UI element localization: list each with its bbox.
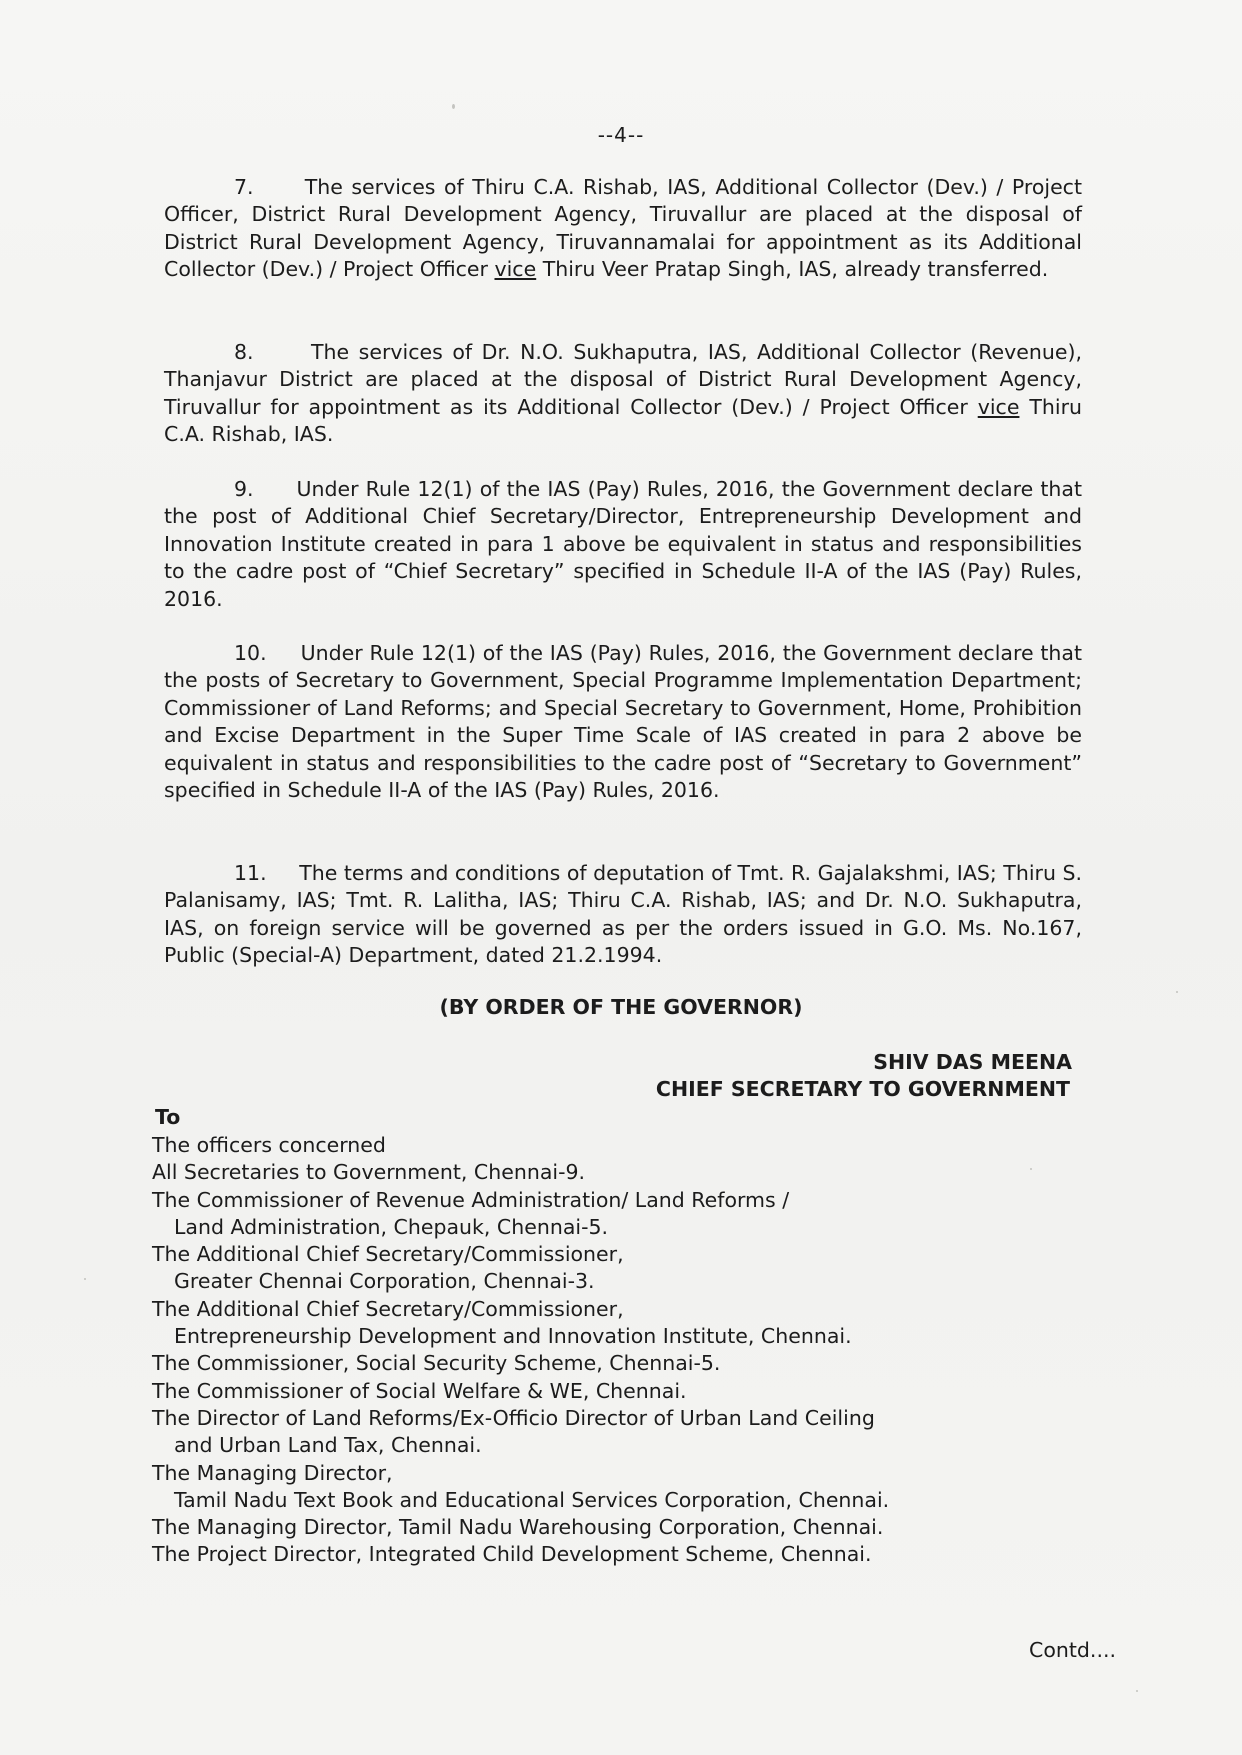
addressee-item <box>152 1514 1102 1541</box>
addressee-line: The Additional Chief Secretary/Commissioner, <box>152 1296 624 1321</box>
scan-speck <box>1176 991 1178 993</box>
addressee-line: The Commissioner, Social Security Scheme, Chennai-5. <box>152 1351 721 1376</box>
addressee-list <box>152 1132 1102 1569</box>
order-heading <box>0 995 1242 1019</box>
scan-speck <box>452 104 455 109</box>
scan-speck <box>84 1278 86 1280</box>
paragraph-text: The terms and conditions of deputation of Tmt. R. Gajalakshmi, IAS; Thiru S. Palanisamy, IAS; Tmt. R. Lalitha, IAS; Thiru C.A. Rishab, IAS; and Dr. N.O. Sukhaputra, IAS, on foreign service will be governed as per the orders issued in G.O. Ms. No.167, Public (Special-A) Department, dated 21.2.1994. <box>164 861 1082 968</box>
scan-speck <box>1030 1168 1032 1170</box>
addressee-item <box>152 1405 1102 1460</box>
addressee-continuation: Entrepreneurship Development and Innovation Institute, Chennai. <box>174 1324 852 1349</box>
paragraph-text: Under Rule 12(1) of the IAS (Pay) Rules, 2016, the Government declare that the posts of Secretary to Government, Special Programme Implementation Department; Commissioner of Land Reforms; and Special Secretary to Government, Home, Prohibition and Excise Department in the Super Time Scale of IAS created in para 2 above be equivalent in status and responsibilities to the cadre post of “Secretary to Government” specified in Schedule II-A of the IAS (Pay) Rules, 2016. <box>164 641 1082 803</box>
signatory-title: CHIEF SECRETARY TO GOVERNMENT <box>655 1077 1070 1101</box>
addressee-item <box>152 1159 1102 1186</box>
paragraph-7 <box>164 174 1082 284</box>
paragraph-10 <box>164 640 1082 804</box>
addressee-item <box>152 1132 1102 1159</box>
addressee-item <box>152 1241 1102 1296</box>
paragraph-number: 10. <box>234 641 267 665</box>
addressee-line: The Director of Land Reforms/Ex-Officio Director of Urban Land Ceiling <box>152 1405 875 1430</box>
continued-marker: Contd.... <box>1029 1638 1116 1662</box>
addressee-line: The Additional Chief Secretary/Commissioner, <box>152 1242 624 1267</box>
addressee-item <box>152 1187 1102 1242</box>
paragraph-number: 11. <box>234 861 267 885</box>
addressee-line: All Secretaries to Government, Chennai-9. <box>152 1160 586 1185</box>
paragraph-text: The services of Thiru C.A. Rishab, IAS, Additional Collector (Dev.) / Project Officer, District Rural Development Agency, Tiruvallur are placed at the disposal of District Rural Development Agency, Tiruvannamalai for appointment as its Additional Collector (Dev.) / Project Officer <box>164 175 1082 282</box>
addressee-item <box>152 1541 1102 1568</box>
underlined-word: vice <box>494 257 537 282</box>
addressee-line: The officers concerned <box>152 1133 386 1157</box>
addressee-line: The Commissioner of Revenue Administration/ Land Reforms / <box>152 1187 790 1212</box>
paragraph-number: 8. <box>234 340 254 364</box>
addressee-line: The Commissioner of Social Welfare & WE, Chennai. <box>152 1378 687 1403</box>
addressee-continuation: and Urban Land Tax, Chennai. <box>174 1433 482 1458</box>
addressee-continuation: Greater Chennai Corporation, Chennai-3. <box>174 1269 595 1294</box>
signatory-name: SHIV DAS MEENA <box>873 1050 1072 1074</box>
paragraph-11 <box>164 860 1082 970</box>
order-heading-text: (BY ORDER OF THE GOVERNOR) <box>439 995 803 1019</box>
page-number: --4-- <box>597 123 645 147</box>
paragraph-text: Under Rule 12(1) of the IAS (Pay) Rules, 2016, the Government declare that the post of Additional Chief Secretary/Director, Entrepreneurship Development and Innovation Institute created in para 1 above be equivalent in status and responsibilities to the cadre post of “Chief Secretary” specified in Schedule II-A of the IAS (Pay) Rules, 2016. <box>164 477 1082 611</box>
addressee-continuation: Tamil Nadu Text Book and Educational Services Corporation, Chennai. <box>174 1487 890 1512</box>
addressee-line: The Managing Director, Tamil Nadu Warehousing Corporation, Chennai. <box>152 1515 884 1540</box>
addressee-line: The Managing Director, <box>152 1460 393 1485</box>
scan-speck <box>1136 1690 1138 1692</box>
paragraph-9 <box>164 476 1082 613</box>
paragraph-text-end: Thiru Veer Pratap Singh, IAS, already transferred. <box>536 257 1049 282</box>
paragraph-number: 9. <box>234 477 254 501</box>
addressee-item <box>152 1296 1102 1351</box>
addressee-item <box>152 1378 1102 1405</box>
addressee-item <box>152 1350 1102 1377</box>
paragraph-number: 7. <box>234 175 254 199</box>
paragraph-text-end: Thiru C.A. Rishab, IAS. <box>164 394 1082 447</box>
addressee-continuation: Land Administration, Chepauk, Chennai-5. <box>174 1214 609 1239</box>
addressee-line: The Project Director, Integrated Child Development Scheme, Chennai. <box>152 1542 872 1567</box>
to-label: To <box>155 1105 181 1129</box>
underlined-word: vice <box>977 394 1020 419</box>
paragraph-8 <box>164 339 1082 449</box>
addressee-item <box>152 1460 1102 1515</box>
paragraph-text: The services of Dr. N.O. Sukhaputra, IAS, Additional Collector (Revenue), Thanjavur District are placed at the disposal of District Rural Development Agency, Tiruvallur for appointment as its Additional Collector (Dev.) / Project Officer <box>164 340 1082 419</box>
